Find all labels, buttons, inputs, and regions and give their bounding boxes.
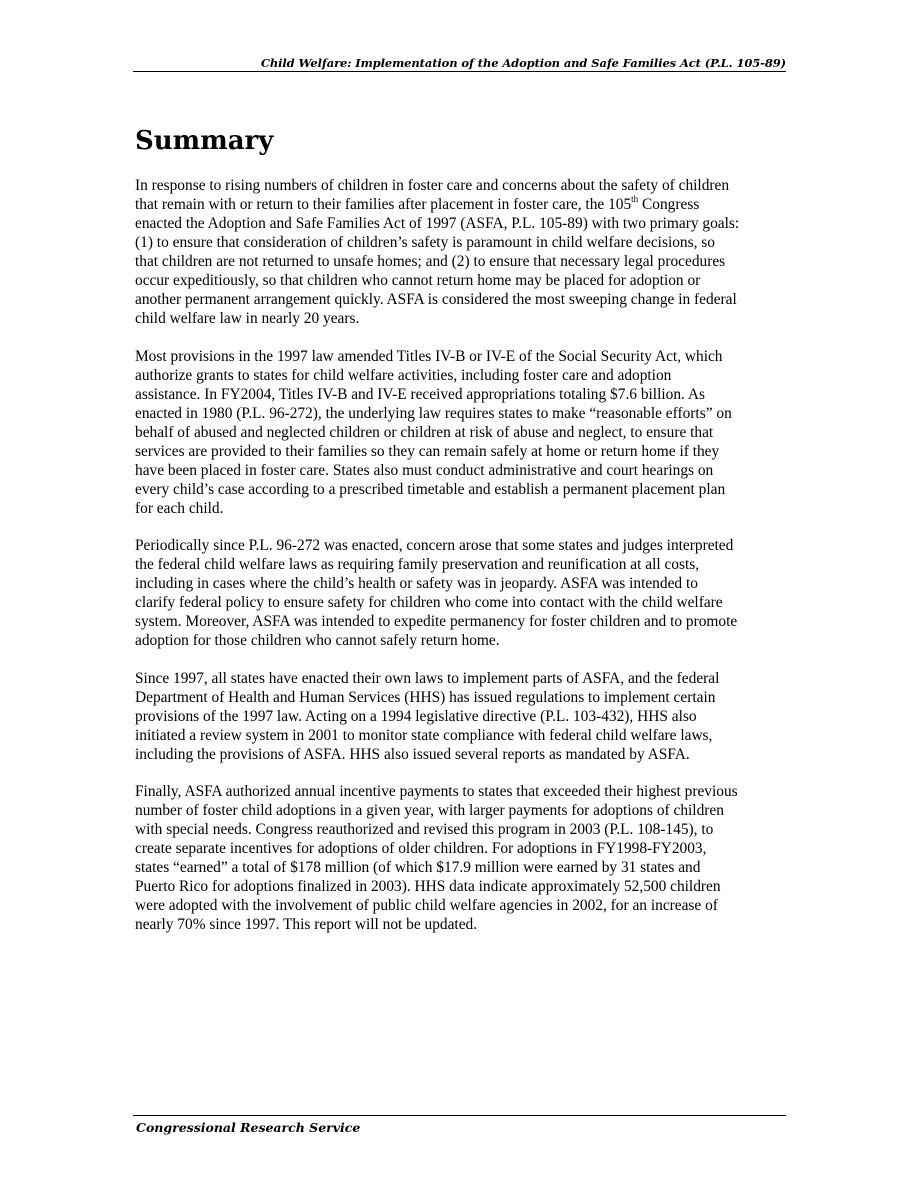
text-line-head: that remain with or return to their families after placement in foster care, the 105 xyxy=(135,196,632,213)
text-line: enacted in 1980 (P.L. 96-272), the underlying law requires states to make “reasonable efforts” on xyxy=(135,404,732,422)
text-line-with-superscript xyxy=(135,195,787,214)
paragraph-titles-iv-b-iv-e xyxy=(135,347,787,518)
footer-rule xyxy=(133,1115,786,1116)
text-line: services are provided to their families so they can remain safely at home or return home if they xyxy=(135,442,720,460)
text-line: Periodically since P.L. 96-272 was enacted, concern arose that some states and judges interpreted xyxy=(135,537,734,555)
text-line: for each child. xyxy=(135,499,224,517)
text-line: nearly 70% since 1997. This report will not be updated. xyxy=(135,916,478,934)
text-line: create separate incentives for adoptions of older children. For adoptions in FY1998-FY2003, xyxy=(135,840,707,858)
text-line: the federal child welfare laws as requiring family preservation and reunification at all costs, xyxy=(135,556,700,574)
text-line: initiated a review system in 2001 to monitor state compliance with federal child welfare laws, xyxy=(135,726,713,744)
footer-publisher: Congressional Research Service xyxy=(136,1120,361,1135)
text-line: occur expeditiously, so that children who cannot return home may be placed for adoption or xyxy=(135,272,701,289)
text-line: system. Moreover, ASFA was intended to expedite permanency for foster children and to promote xyxy=(135,613,738,631)
text-line: Most provisions in the 1997 law amended Titles IV-B or IV-E of the Social Security Act, which xyxy=(135,347,723,365)
text-line: states “earned” a total of $178 million (of which $17.9 million were earned by 31 states and xyxy=(135,859,701,877)
text-line: assistance. In FY2004, Titles IV-B and IV-E received appropriations totaling $7.6 billion. As xyxy=(135,385,705,403)
text-line: including the provisions of ASFA. HHS also issued several reports as mandated by ASFA. xyxy=(135,745,690,763)
text-line: (1) to ensure that consideration of children’s safety is paramount in child welfare decisions, so xyxy=(135,234,715,251)
text-line: another permanent arrangement quickly. ASFA is considered the most sweeping change in federal xyxy=(135,291,737,308)
text-line: enacted the Adoption and Safe Families Act of 1997 (ASFA, P.L. 105-89) with two primary goals: xyxy=(135,215,740,232)
header-rule xyxy=(133,71,786,72)
text-line: that children are not returned to unsafe homes; and (2) to ensure that necessary legal procedures xyxy=(135,253,726,270)
text-line: Puerto Rico for adoptions finalized in 2003). HHS data indicate approximately 52,500 children xyxy=(135,878,721,896)
text-line: have been placed in foster care. States also must conduct administrative and court hearings on xyxy=(135,461,714,479)
text-line: authorize grants to states for child welfare activities, including foster care and adoption xyxy=(135,366,672,384)
text-line: number of foster child adoptions in a given year, with larger payments for adoptions of children xyxy=(135,802,724,820)
text-line: behalf of abused and neglected children or children at risk of abuse and neglect, to ensure that xyxy=(135,423,714,441)
paragraph-implementation xyxy=(135,669,787,764)
text-line: Finally, ASFA authorized annual incentive payments to states that exceeded their highest previous xyxy=(135,783,738,801)
text-line: were adopted with the involvement of public child welfare agencies in 2002, for an increase of xyxy=(135,897,718,915)
text-line-tail: Congress xyxy=(638,196,700,213)
ordinal-superscript: th xyxy=(631,193,639,204)
running-header: Child Welfare: Implementation of the Adoption and Safe Families Act (P.L. 105-89) xyxy=(260,56,786,70)
paragraph-incentive-payments xyxy=(135,782,787,934)
text-line: provisions of the 1997 law. Acting on a 1994 legislative directive (P.L. 103-432), HHS also xyxy=(135,707,697,725)
text-line: including in cases where the child’s health or safety was in jeopardy. ASFA was intended to xyxy=(135,575,698,593)
text-line: In response to rising numbers of children in foster care and concerns about the safety of children xyxy=(135,177,730,194)
text-line: clarify federal policy to ensure safety for children who come into contact with the child welfare xyxy=(135,594,723,612)
paragraph-asfa-intro xyxy=(135,176,787,328)
paragraph-policy-concerns xyxy=(135,536,787,650)
text-line: adoption for those children who cannot safely return home. xyxy=(135,632,500,650)
text-line: child welfare law in nearly 20 years. xyxy=(135,310,360,327)
page-title: Summary xyxy=(135,126,274,156)
summary-body xyxy=(135,176,787,953)
text-line: Since 1997, all states have enacted their own laws to implement parts of ASFA, and the federal xyxy=(135,669,720,687)
text-line: every child’s case according to a prescribed timetable and establish a permanent placement plan xyxy=(135,480,726,498)
text-line: Department of Health and Human Services (HHS) has issued regulations to implement certain xyxy=(135,688,716,706)
text-line: with special needs. Congress reauthorized and revised this program in 2003 (P.L. 108-145), to xyxy=(135,821,714,839)
